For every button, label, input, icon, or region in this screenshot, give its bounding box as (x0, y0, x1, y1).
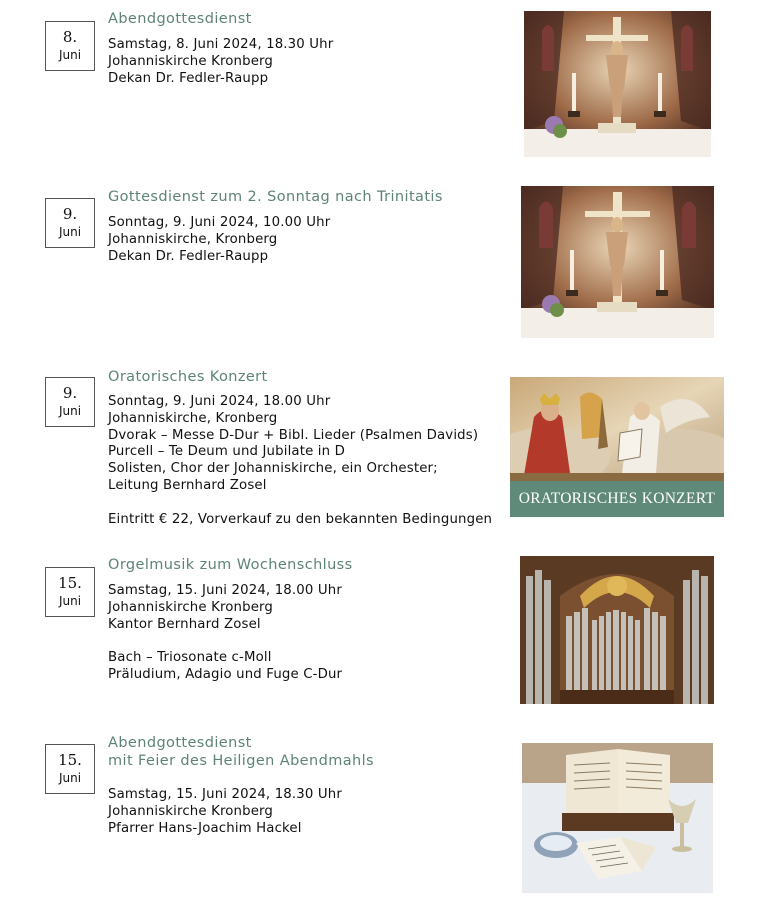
event-location: Johanniskirche, Kronberg (108, 410, 278, 426)
event-title: Orgelmusik zum Wochenschluss (108, 557, 353, 573)
pipe-organ-image (520, 556, 714, 704)
event-date-time: Sonntag, 9. Juni 2024, 18.00 Uhr (108, 394, 331, 409)
event-location: Johanniskirche Kronberg (108, 53, 274, 69)
date-day: 15. (58, 574, 82, 592)
event-title: Oratorisches Konzert (108, 369, 268, 385)
event-details (108, 583, 342, 684)
date-month: Juni (58, 594, 82, 608)
date-badge (45, 198, 95, 248)
concert-fresco-image (510, 377, 724, 517)
concert-banner: ORATORISCHES KONZERT (510, 481, 724, 517)
date-badge (45, 377, 95, 427)
date-badge (45, 567, 95, 617)
date-day: 9. (62, 205, 78, 223)
event-details (108, 215, 330, 265)
event-subtitle: mit Feier des Heiligen Abendmahls (108, 753, 374, 769)
event-title: Abendgottesdienst (108, 735, 252, 751)
event-person: Dekan Dr. Fedler-Raupp (108, 70, 269, 86)
event-details (108, 37, 333, 87)
event-details (108, 394, 492, 528)
event-title: Abendgottesdienst (108, 11, 252, 27)
event-title: Gottesdienst zum 2. Sonntag nach Trinitatis (108, 189, 443, 205)
event-details (108, 787, 342, 837)
date-month: Juni (58, 225, 82, 239)
event-person: Dekan Dr. Fedler-Raupp (108, 248, 269, 264)
event-location: Johanniskirche Kronberg (108, 599, 274, 615)
communion-bible-image (522, 743, 713, 893)
event-program-line: Dvorak – Messe D-Dur + Bibl. Lieder (Psalmen Davids) (108, 427, 479, 443)
event-date-time: Samstag, 15. Juni 2024, 18.00 Uhr (108, 583, 342, 598)
date-day: 8. (62, 28, 78, 46)
event-performers: Solisten, Chor der Johanniskirche, ein Orchester; (108, 461, 438, 477)
date-month: Juni (58, 404, 82, 418)
event-person: Leitung Bernhard Zosel (108, 477, 267, 493)
date-month: Juni (58, 48, 82, 62)
date-month: Juni (58, 771, 82, 785)
altar-crucifix-image (521, 186, 714, 338)
event-program-line: Bach – Triosonate c-Moll (108, 650, 272, 666)
date-badge (45, 21, 95, 71)
event-program-line: Purcell – Te Deum und Jubilate in D (108, 444, 345, 460)
event-date-time: Samstag, 8. Juni 2024, 18.30 Uhr (108, 37, 334, 52)
event-location: Johanniskirche Kronberg (108, 803, 274, 819)
event-person: Pfarrer Hans-Joachim Hackel (108, 820, 302, 836)
date-badge (45, 744, 95, 794)
event-date-time: Samstag, 15. Juni 2024, 18.30 Uhr (108, 787, 342, 802)
event-person: Kantor Bernhard Zosel (108, 616, 261, 632)
date-day: 15. (58, 751, 82, 769)
event-location: Johanniskirche, Kronberg (108, 231, 278, 247)
event-program-line: Präludium, Adagio und Fuge C-Dur (108, 666, 343, 682)
event-admission: Eintritt € 22, Vorverkauf zu den bekannten Bedingungen (108, 511, 493, 527)
date-day: 9. (62, 384, 78, 402)
event-date-time: Sonntag, 9. Juni 2024, 10.00 Uhr (108, 215, 331, 230)
altar-crucifix-image (524, 11, 711, 157)
